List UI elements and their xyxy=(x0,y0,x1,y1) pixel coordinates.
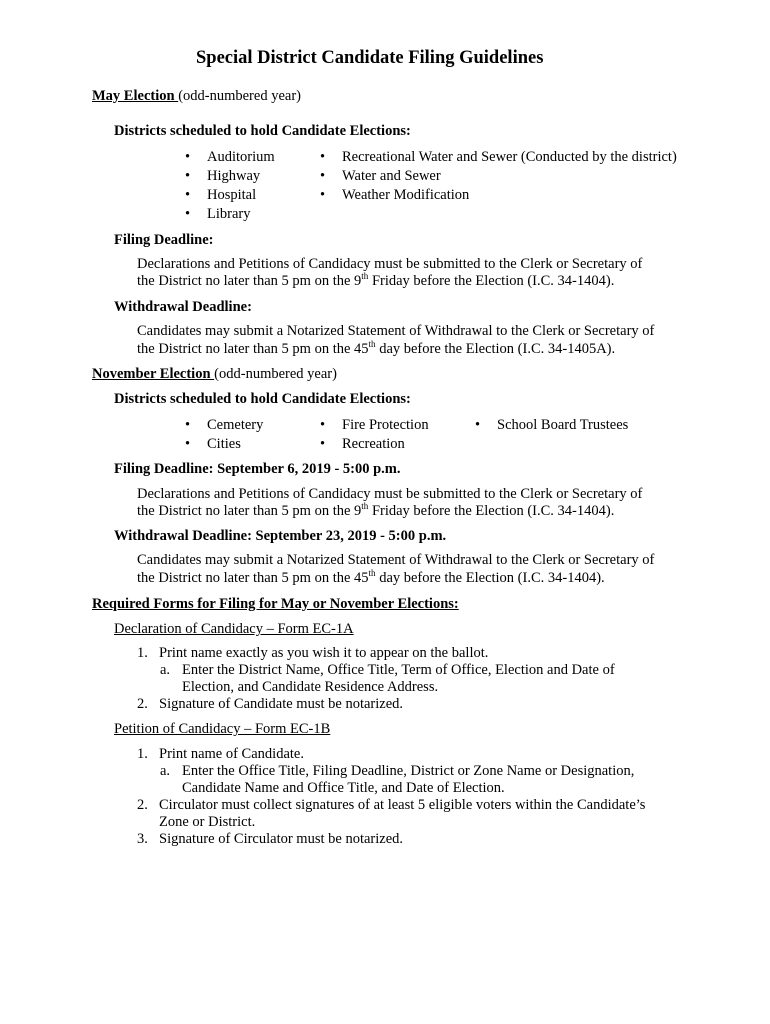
may-election-title: May Election xyxy=(92,88,179,104)
november-withdrawal-text: Candidates may submit a Notarized Statement of Withdrawal to the Clerk or Secretary of xyxy=(137,552,655,568)
may-withdrawal-heading: Withdrawal Deadline: xyxy=(114,299,252,315)
may-district-item: • Water and Sewer xyxy=(342,168,441,185)
declaration-item: Print name exactly as you wish it to appear on the ballot. xyxy=(159,645,489,661)
text-fragment: the District no later than 5 pm on the 9 xyxy=(137,503,362,519)
text-fragment: the District no later than 5 pm on the 45 xyxy=(137,570,369,586)
text-fragment: Friday before the Election (I.C. 34-1404). xyxy=(368,273,615,289)
text-fragment: day before the Election (I.C. 34-1405A). xyxy=(375,341,616,357)
list-marker: 1. xyxy=(137,645,148,661)
text-fragment: the District no later than 5 pm on the 9 xyxy=(137,273,362,289)
november-election-heading xyxy=(92,366,337,383)
declaration-subitem: Election, and Candidate Residence Address. xyxy=(182,679,439,695)
superscript: th xyxy=(361,501,369,512)
text-fragment: the District no later than 5 pm on the 45 xyxy=(137,341,369,357)
petition-subitem: Candidate Name and Office Title, and Date of Election. xyxy=(182,780,505,796)
may-election-note: (odd-numbered year) xyxy=(178,88,301,104)
may-district-item: • Weather Modification xyxy=(342,187,469,204)
petition-form-title: Petition of Candidacy – Form EC-1B xyxy=(114,721,331,737)
november-election-title: November Election xyxy=(92,366,215,382)
petition-item: Print name of Candidate. xyxy=(159,746,304,762)
superscript: th xyxy=(361,271,369,282)
may-filing-text: Declarations and Petitions of Candidacy must be submitted to the Clerk or Secretary of xyxy=(137,256,643,272)
petition-item: Circulator must collect signatures of at least 5 eligible voters within the Candidate’s xyxy=(159,797,646,813)
superscript: th xyxy=(368,568,376,579)
november-districts-heading: Districts scheduled to hold Candidate Elections: xyxy=(114,391,411,407)
declaration-item: Signature of Candidate must be notarized. xyxy=(159,696,404,712)
superscript: th xyxy=(368,339,376,350)
petition-item: Signature of Circulator must be notarized. xyxy=(159,831,404,847)
november-filing-text xyxy=(137,503,614,520)
may-district-item: • Hospital xyxy=(207,187,256,204)
text-fragment: day before the Election (I.C. 34-1404). xyxy=(375,570,605,586)
text-fragment: Friday before the Election (I.C. 34-1404). xyxy=(368,503,615,519)
declaration-form-title: Declaration of Candidacy – Form EC-1A xyxy=(114,621,354,637)
november-election-note: (odd-numbered year) xyxy=(214,366,337,382)
page-title: Special District Candidate Filing Guidelines xyxy=(196,48,544,68)
may-district-item: • Auditorium xyxy=(207,149,275,166)
november-withdrawal-heading: Withdrawal Deadline: September 23, 2019 - 5:00 p.m. xyxy=(114,528,447,544)
may-filing-text xyxy=(137,273,614,290)
november-filing-heading: Filing Deadline: September 6, 2019 - 5:00 p.m. xyxy=(114,461,401,477)
declaration-subitem: Enter the District Name, Office Title, Term of Office, Election and Date of xyxy=(182,662,615,678)
may-district-item: • Library xyxy=(207,206,250,223)
november-district-item: • Cities xyxy=(207,436,241,453)
may-districts-heading: Districts scheduled to hold Candidate Elections: xyxy=(114,123,411,139)
list-marker: 2. xyxy=(137,797,148,813)
petition-subitem: Enter the Office Title, Filing Deadline, District or Zone Name or Designation, xyxy=(182,763,635,779)
november-withdrawal-text xyxy=(137,570,605,587)
may-district-item: • Highway xyxy=(207,168,260,185)
november-district-item: • Fire Protection xyxy=(342,417,429,434)
list-marker: 2. xyxy=(137,696,148,712)
may-withdrawal-text: Candidates may submit a Notarized Statement of Withdrawal to the Clerk or Secretary of xyxy=(137,323,655,339)
november-district-item: • Recreation xyxy=(342,436,405,453)
may-election-heading xyxy=(92,88,301,105)
may-district-item: • Recreational Water and Sewer (Conducted by the district) xyxy=(342,149,677,166)
list-marker: 1. xyxy=(137,746,148,762)
list-marker: a. xyxy=(160,763,171,779)
petition-item: Zone or District. xyxy=(159,814,256,830)
november-filing-text: Declarations and Petitions of Candidacy must be submitted to the Clerk or Secretary of xyxy=(137,486,643,502)
list-marker: 3. xyxy=(137,831,148,847)
required-forms-heading: Required Forms for Filing for May or November Elections: xyxy=(92,596,459,612)
list-marker: a. xyxy=(160,662,171,678)
november-district-item: • School Board Trustees xyxy=(497,417,628,434)
may-filing-heading: Filing Deadline: xyxy=(114,232,214,248)
may-withdrawal-text xyxy=(137,341,615,358)
november-district-item: • Cemetery xyxy=(207,417,263,434)
